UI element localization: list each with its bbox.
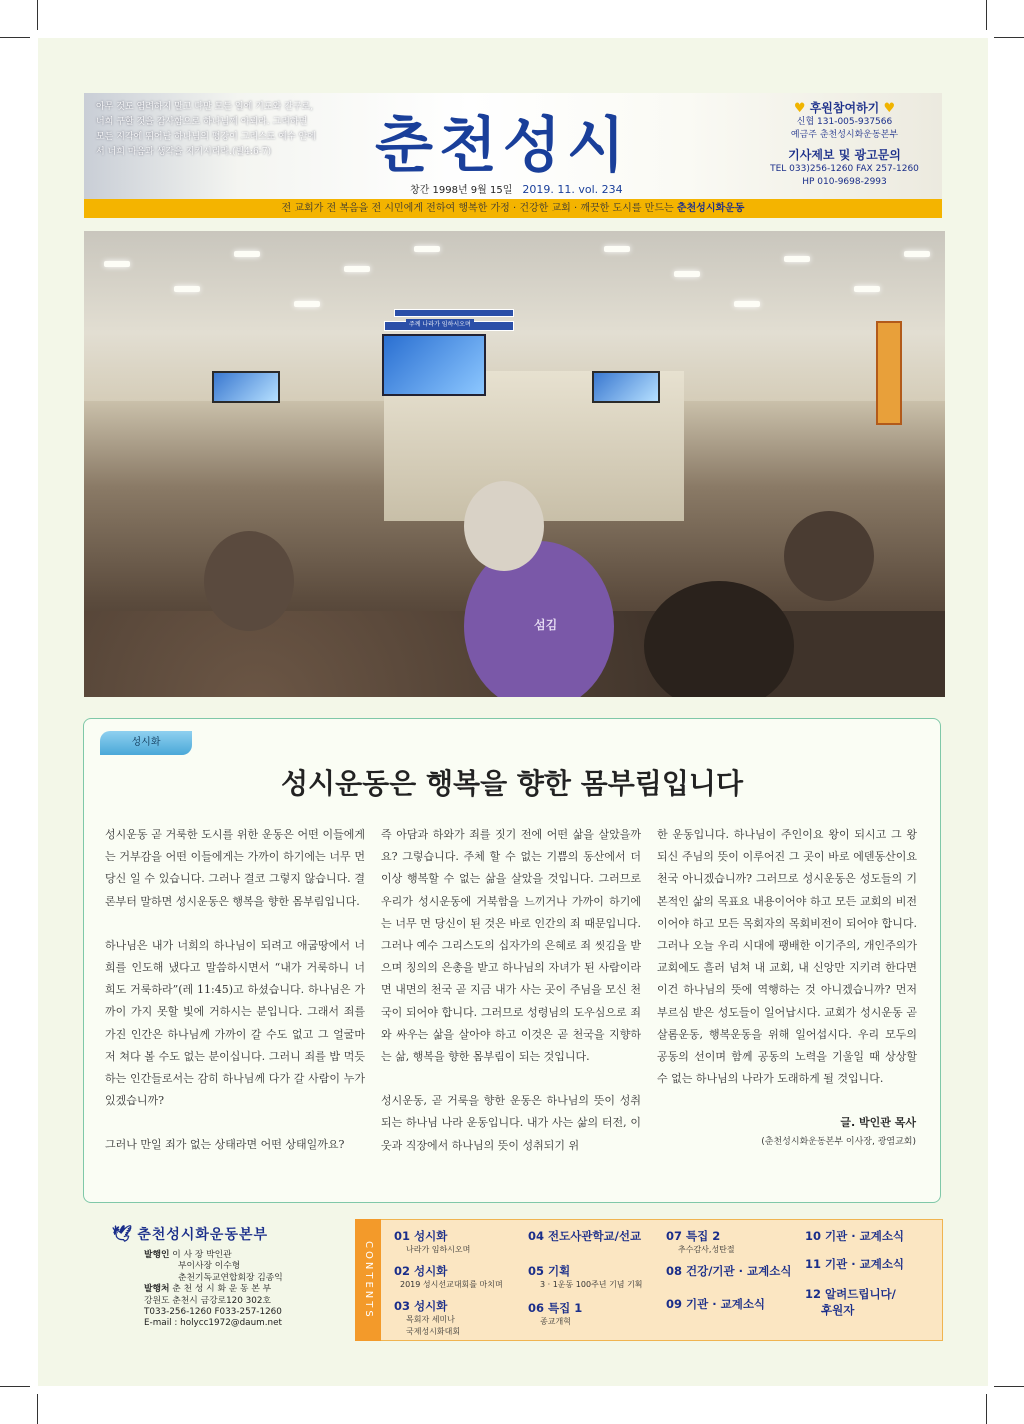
person-head (464, 481, 544, 571)
contents-item (666, 1296, 765, 1312)
worship-photo (84, 231, 945, 697)
masthead-verse: 아무 것도 염려하지 말고 다만 모든 일에 기도와 간구로, 너희 구할 것을 감사함으로 하나님께 아뢰라. 그리하면 모든 지각에 뛰어난 하나님의 평강이 그리스도 예수 안에서 너희 마음과 생각을 지키시리라.(빌4:6-7) (96, 102, 316, 157)
person-head (204, 531, 294, 631)
donate-holder: 예금주 춘천성시화운동본부 (790, 130, 899, 140)
contents-item-desc: 종교개혁 (540, 1317, 571, 1326)
ceiling-light (784, 256, 810, 262)
publisher-details (144, 1250, 342, 1330)
paragraph: 한 운동입니다. 하나님이 주인이요 왕이 되시고 그 왕 되신 주님의 뜻이 이루어진 그 곳이 바로 에덴동산이요 천국 아니겠습니까? 그러므로 성시운동은 성도들의 기본적인 삶의 목표요 내용이어야 하고 모든 교회의 비전이어야 하고 모든 목회자의 목회비전이 되어야 합니다. 그러나 오늘 우리 시대에 팽배한 이기주의, 개인주의가 교회에도 흘러 넘쳐 내 교회, 내 신앙만 지키려 한다면 이건 하나님의 뜻에 역행하는 것 아니겠습니까? 먼저 부르심 받은 성도들이 일어납시다. 교회가 성시운동 곧 살롬운동, 행복운동을 위해 일어섭시다. 우리 모두의 공동의 선이며 함께 공동의 노력을 기울일 때 상상할 수 없는 하나님의 나라가 도래하게 될 것입니다. (657, 828, 917, 1086)
ceiling-light (854, 286, 880, 292)
ceiling-light (414, 246, 440, 252)
ceiling-light (344, 266, 370, 272)
contents-item (528, 1300, 582, 1328)
vice-chair: 부이사장 이수형 (178, 1261, 241, 1272)
article-byline (656, 1114, 916, 1147)
contents-item (805, 1256, 904, 1272)
contents-item-desc: 3 · 1운동 100주년 기념 기획 (540, 1280, 643, 1289)
contents-item-desc: 2019 성시선교대회를 마치며 (400, 1280, 503, 1289)
contents-item (528, 1228, 641, 1244)
paragraph: 즉 아담과 하와가 죄를 짓기 전에 어떤 삶을 살았을까요? 그렇습니다. 주체 할 수 없는 기쁨의 동산에서 더 이상 행복할 수 없는 삶을 살았을 것입니다. 그러므로 우리가 성시운동에 거북함을 느끼거나 가까이 하기에는 너무 먼 당신이 된 것은 바로 인간의 죄 때문입니다. 그러나 예수 그리스도의 십자가의 은혜로 죄 씻김을 받으며 칭의의 은총을 받고 하나님의 자녀가 된 사람이라면 내면의 천국 곧 지금 내가 사는 곳이 주님을 모신 천국이 되어야 합니다. 그러므로 성령님의 도우심으로 죄와 싸우는 삶을 살아야 하고 이것은 곧 천국을 지향하는 삶, 행복을 향한 몸부림이 되는 것입니다. (381, 828, 641, 1064)
ceiling-light (294, 301, 320, 307)
contents-item-title: 03 성시화 (394, 1299, 448, 1313)
publisher-label: 발행인 (144, 1250, 170, 1260)
ceiling-light (174, 286, 200, 292)
contents-item-title: 12 알려드립니다/ (805, 1287, 896, 1301)
person-head (784, 511, 874, 601)
contact-hp: HP 010-9698-2993 (802, 177, 887, 187)
article-column-1 (105, 824, 365, 1179)
contents-item (528, 1263, 643, 1291)
contents-item (666, 1228, 735, 1256)
slogan-brand: 춘천성시화운동 (676, 203, 745, 214)
contact-tel: TEL 033)256-1260 FAX 257-1260 (770, 164, 919, 174)
contents-item (394, 1298, 460, 1338)
donate-bank: 신협 131-005-937566 (796, 117, 893, 127)
slogan-bar (84, 199, 942, 218)
newsletter-title: 춘천성시 (375, 111, 631, 181)
contents-item-title: 09 기관 · 교계소식 (666, 1297, 766, 1311)
contents-item-title: 07 특집 2 (666, 1229, 721, 1243)
office-label: 발행처 (144, 1284, 170, 1295)
crop-mark (986, 1394, 987, 1424)
person-head (644, 581, 794, 697)
ceiling-light (234, 251, 260, 257)
contents-item (394, 1263, 503, 1291)
publisher-name: 이 사 장 박인관 (172, 1250, 232, 1260)
volume-number: 2019. 11. vol. 234 (522, 183, 623, 196)
contents-item-desc: 목회자 세미나 (406, 1315, 455, 1324)
crop-mark (994, 37, 1024, 38)
crop-mark (986, 0, 987, 30)
contents-item-title: 후원자 (821, 1303, 855, 1317)
contact-title: 기사제보 및 광고문의 (788, 148, 901, 162)
ceiling-light (734, 301, 760, 307)
contents-item (805, 1286, 896, 1318)
ceiling-light (604, 246, 630, 252)
side-screen-right (592, 371, 660, 403)
office-email: E-mail : holycc1972@daum.net (144, 1318, 282, 1329)
ceiling-light (104, 261, 130, 267)
dove-logo-icon: 🕊 (112, 1224, 134, 1243)
contents-item-title: 06 특집 1 (528, 1301, 583, 1315)
paragraph: 그러나 만일 죄가 없는 상태라면 어떤 상태일까요? (105, 1138, 345, 1152)
slogan-text: 전 교회가 전 복음을 전 시민에게 전하여 행복한 가정 · 건강한 교회 · 깨끗한 도시를 만드는 (281, 203, 677, 214)
paragraph: 하나님은 내가 너희의 하나님이 되려고 애굽땅에서 너희를 인도해 냈다고 말씀하시면서 “내가 거룩하니 너희도 거룩하라”(레 11:45)고 하셨습니다. 하나님은 가까이 가지 못할 빛에 거하시는 분입니다. 그래서 죄를 가진 인간은 하나님께 가까이 갈 수도 없고 그 얼굴마저 쳐다 볼 수도 없는 분이십니다. 그러니 죄를 밥 먹듯 하는 인간들로서는 감히 하나님께 다가 갈 사람이 누가 있겠습니까? (105, 938, 365, 1108)
donate-title: 후원참여하기 (809, 101, 880, 115)
screen-caption: 주께 나라가 임하시오며 (406, 319, 474, 328)
stage-screen (382, 334, 486, 396)
crop-mark (37, 0, 38, 30)
paragraph: 성시운동, 곧 거룩을 향한 운동은 하나님의 뜻이 성취되는 하나님 나라 운동입니다. 내가 사는 삶의 터전, 이웃과 직장에서 하나님의 뜻이 성취되기 위 (381, 1094, 641, 1152)
vertical-banner (876, 321, 902, 425)
heart-icon: ♥ (883, 101, 896, 116)
contents-item-desc: 국제성시화대회 (406, 1327, 461, 1336)
contents-label: CONTENTS (355, 1219, 381, 1341)
contents-item-title: 08 건강/기관 · 교계소식 (666, 1264, 792, 1278)
heart-icon: ♥ (793, 101, 806, 116)
office-phone: T033-256-1260 F033-257-1260 (144, 1307, 282, 1318)
donation-contact-box (752, 99, 937, 189)
office-address: 강원도 춘천시 금강로120 302호 (144, 1295, 271, 1306)
article-column-3 (657, 824, 917, 1112)
article-tag: 성시화 (100, 731, 192, 755)
crop-mark (0, 1386, 30, 1387)
vest-text: 섬김 (534, 618, 558, 632)
founded-date: 창간 1998년 9월 15일 (410, 185, 513, 196)
contents-item-title: 01 성시화 (394, 1229, 448, 1243)
contents-item-title: 10 기관 · 교계소식 (805, 1229, 905, 1243)
issue-info (410, 181, 623, 196)
ceiling-light (674, 271, 700, 277)
contents-item (394, 1228, 470, 1256)
association-chair: 춘천기독교연합회장 김종익 (178, 1272, 283, 1283)
contents-item-desc: 추수감사,성탄절 (678, 1245, 735, 1254)
crop-mark (994, 1386, 1024, 1387)
contents-item-title: 11 기관 · 교계소식 (805, 1257, 905, 1271)
stage-banner (394, 309, 514, 317)
author-role: (춘천성시화운동본부 이사장, 광염교회) (761, 1137, 916, 1147)
contents-item-title: 05 기획 (528, 1264, 571, 1278)
contents-item-title: 02 성시화 (394, 1264, 448, 1278)
office-name: 춘 천 성 시 화 운 동 본 부 (172, 1284, 272, 1295)
crop-mark (37, 1394, 38, 1424)
contents-item-desc: 나라가 임하시오며 (406, 1245, 471, 1254)
crop-mark (0, 37, 30, 38)
author-name: 글. 박인관 목사 (840, 1116, 916, 1129)
paragraph: 성시운동 곧 거룩한 도시를 위한 운동은 어떤 이들에게는 거부감을 어떤 이들에게는 가까이 하기에는 너무 먼 당신 일 수 있습니다. 그러나 결코 그렇지 않습니다. 결론부터 말하면 성시운동은 행복을 향한 몸부림입니다. (105, 828, 365, 908)
article-column-2 (381, 824, 641, 1179)
article-headline: 성시운동은 행복을 향한 몸부림입니다 (280, 767, 743, 800)
org-name: 춘천성시화운동본부 (137, 1227, 269, 1243)
side-screen-left (212, 371, 280, 403)
publisher-info (112, 1224, 342, 1330)
contents-item (805, 1228, 904, 1244)
ceiling-light (904, 251, 930, 257)
contents-item-title: 04 전도사관학교/선교 (528, 1229, 642, 1243)
contents-item (666, 1263, 791, 1279)
